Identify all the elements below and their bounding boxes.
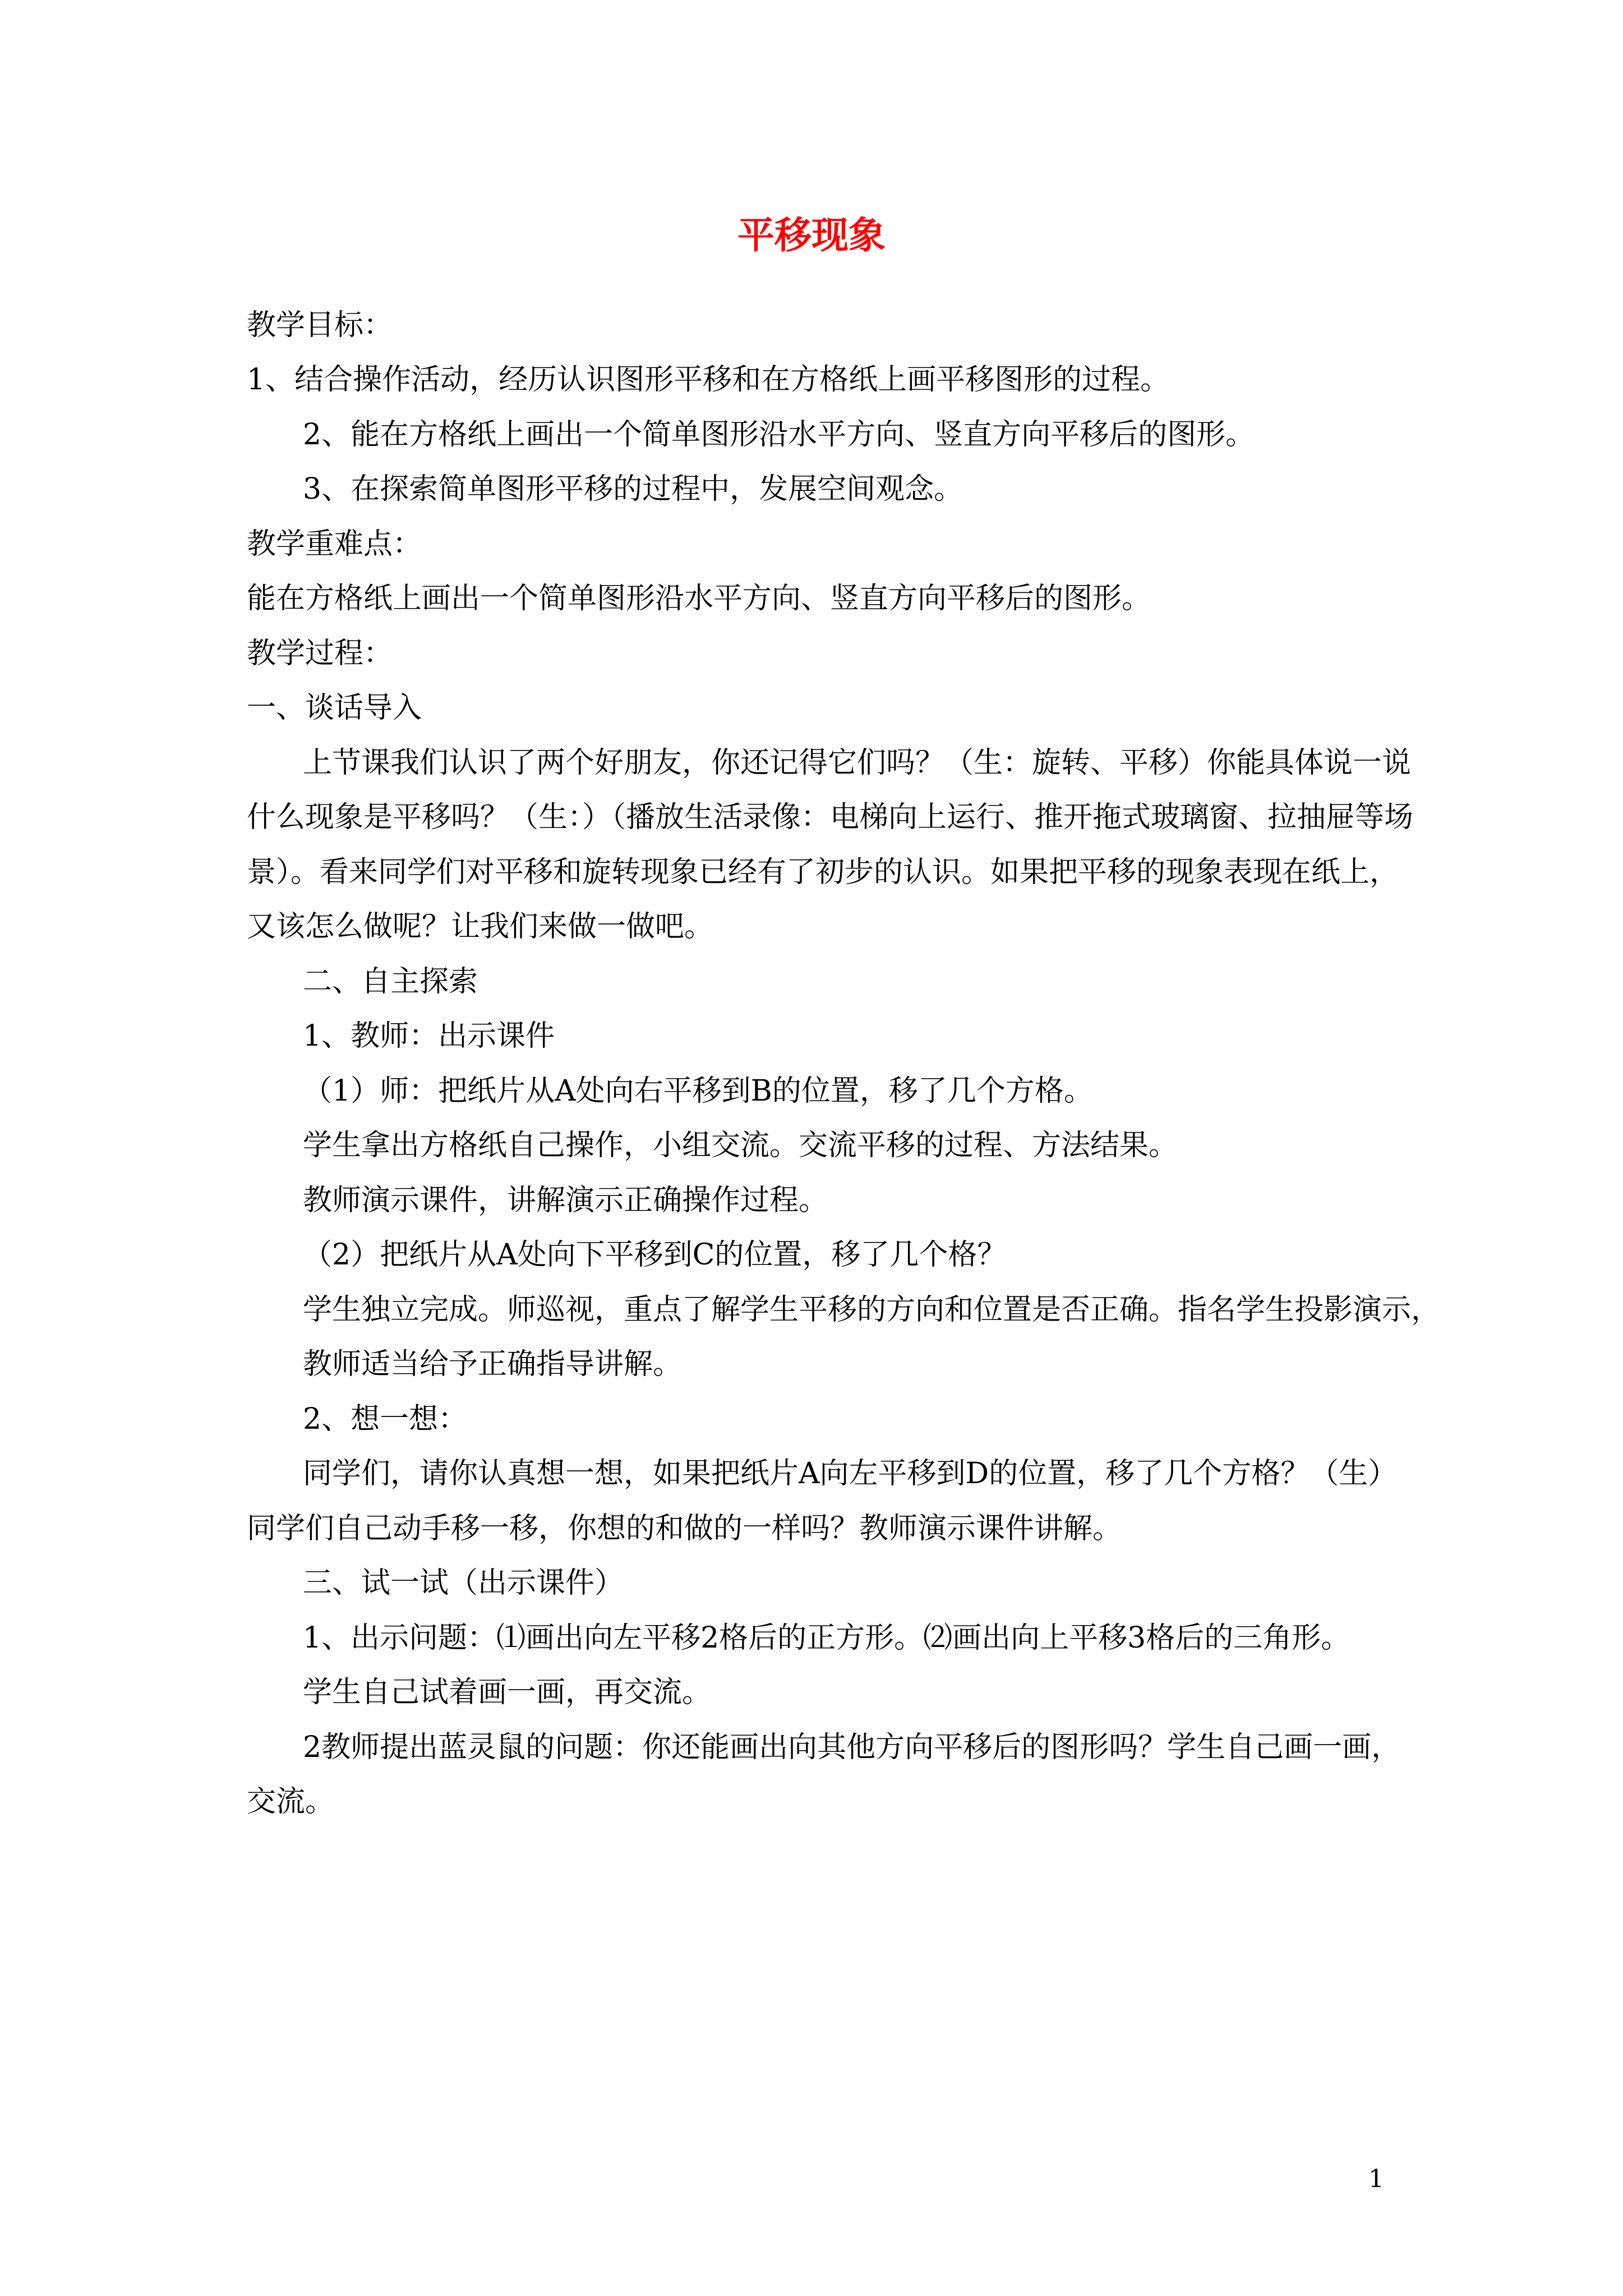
paragraph-line: 1、结合操作活动，经历认识图形平移和在方格纸上画平移图形的过程。 <box>247 363 1170 397</box>
paragraph-line: 1、教师：出示课件 <box>303 1019 555 1053</box>
page-number: 1 <box>1368 2165 1384 2193</box>
paragraph-line: 能在方格纸上画出一个简单图形沿水平方向、竖直方向平移后的图形。 <box>247 582 1151 615</box>
heading-objectives: 教学目标： <box>247 309 393 342</box>
paragraph-line: 2教师提出蓝灵鼠的问题：你还能画出向其他方向平移后的图形吗？学生自己画一画， <box>303 1731 1401 1764</box>
paragraph-line: 交流。 <box>247 1785 335 1819</box>
paragraph-line: 同学们，请你认真想一想，如果把纸片A向左平移到D的位置，移了几个方格？（生） <box>303 1457 1398 1490</box>
paragraph-line: 景）。看来同学们对平移和旋转现象已经有了初步的认识。如果把平移的现象表现在纸上， <box>247 855 1399 889</box>
paragraph-line: 1、出示问题：⑴画出向左平移2格后的正方形。⑵画出向上平移3格后的三角形。 <box>303 1621 1350 1655</box>
paragraph-line: （1）师：把纸片从A处向右平移到B的位置，移了几个方格。 <box>303 1074 1093 1108</box>
heading-key-points: 教学重难点： <box>247 527 422 561</box>
section-heading: 三、试一试（出示课件） <box>303 1566 624 1600</box>
paragraph-line: 学生拿出方格纸自己操作，小组交流。交流平移的过程、方法结果。 <box>303 1129 1178 1162</box>
paragraph-line: 上节课我们认识了两个好朋友，你还记得它们吗？（生：旋转、平移）你能具体说一说 <box>303 746 1412 780</box>
paragraph-line: 又该怎么做呢？让我们来做一做吧。 <box>247 910 714 944</box>
heading-process: 教学过程： <box>247 637 393 670</box>
paragraph-line: （2）把纸片从A处向下平移到C的位置，移了几个格？ <box>303 1238 1007 1272</box>
paragraph-line: 什么现象是平移吗？（生：）（播放生活录像：电梯向上运行、推开拖式玻璃窗、拉抽屉等场 <box>247 800 1414 834</box>
section-heading: 二、自主探索 <box>303 965 478 999</box>
paragraph-line: 学生自己试着画一画，再交流。 <box>303 1676 712 1709</box>
paragraph-line: 2、能在方格纸上画出一个简单图形沿水平方向、竖直方向平移后的图形。 <box>303 418 1255 452</box>
paragraph-line: 3、在探索简单图形平移的过程中，发展空间观念。 <box>303 472 963 506</box>
paragraph-line: 教师演示课件，讲解演示正确操作过程。 <box>303 1184 828 1217</box>
paragraph-line: 教师适当给予正确指导讲解。 <box>303 1347 683 1381</box>
paragraph-line: 同学们自己动手移一移，你想的和做的一样吗？教师演示课件讲解。 <box>247 1512 1122 1545</box>
paragraph-line: 2、想一想： <box>303 1402 468 1436</box>
paragraph-line: 学生独立完成。师巡视，重点了解学生平移的方向和位置是否正确。指名学生投影演示， <box>303 1293 1441 1327</box>
document-title: 平移现象 <box>737 214 886 257</box>
section-heading: 一、谈话导入 <box>247 691 422 725</box>
